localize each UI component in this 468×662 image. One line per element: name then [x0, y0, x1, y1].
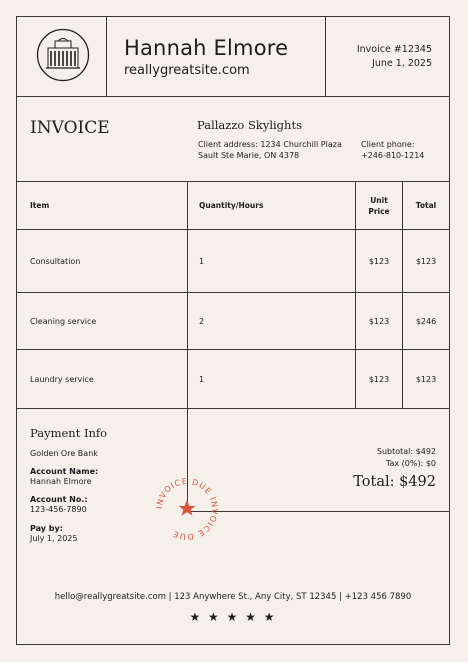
column-header-quantity: Quantity/Hours: [199, 201, 264, 210]
footer-stars: ★ ★ ★ ★ ★: [189, 610, 277, 624]
table-row-item: Consultation: [30, 257, 81, 266]
stamp-text: INVOICE DUE: [170, 495, 220, 542]
column-header-total: Total: [415, 201, 437, 210]
client-phone-label: Client phone:: [361, 140, 415, 149]
table-row-unit-price: $123: [368, 375, 390, 384]
table-row-total: $123: [415, 375, 437, 384]
table-row-quantity: 2: [199, 317, 205, 326]
table-row-unit-price: $123: [368, 317, 390, 326]
grand-total: Total: $492: [353, 474, 436, 490]
pay-by-label: Pay by:: [30, 524, 63, 533]
footer-contact: hello@reallygreatsite.com | 123 Anywhere St., Any City, ST 12345 | +123 456 7890: [54, 592, 412, 602]
stamp-text: INVOICE DUE: [154, 476, 214, 510]
account-no-label: Account No.:: [30, 495, 88, 504]
invoice-date: June 1, 2025: [372, 58, 432, 69]
logo: [36, 28, 90, 82]
column-header-unit-price: Unit Price: [368, 196, 390, 216]
invoice-due-stamp: [152, 474, 222, 544]
client-address-line2: Sault Ste Marie, ON 4378: [198, 151, 300, 160]
table-row-unit-price: $123: [368, 257, 390, 266]
bank-name: Golden Ore Bank: [30, 449, 98, 458]
table-row-quantity: 1: [199, 257, 205, 266]
client-address-line1: Client address: 1234 Churchill Plaza: [198, 140, 342, 149]
payment-info-title: Payment Info: [30, 426, 108, 440]
building-logo-icon: [36, 28, 90, 82]
invoice-page: [16, 16, 450, 645]
client-phone: +246-810-1214: [361, 151, 425, 160]
sender-name: Hannah Elmore: [124, 36, 289, 60]
invoice-number: Invoice #12345: [356, 44, 432, 55]
table-row-item: Laundry service: [30, 375, 94, 384]
table-row-total: $246: [415, 317, 437, 326]
sender-website[interactable]: reallygreatsite.com: [124, 63, 250, 78]
account-name: Hannah Elmore: [30, 477, 92, 486]
account-name-label: Account Name:: [30, 467, 99, 476]
table-row-total: $123: [415, 257, 437, 266]
table-row-quantity: 1: [199, 375, 205, 384]
account-no: 123-456-7890: [30, 505, 87, 514]
invoice-title: INVOICE: [30, 118, 110, 138]
star-icon: [179, 500, 196, 516]
subtotal: Subtotal: $492: [376, 447, 436, 456]
table-row-item: Cleaning service: [30, 317, 97, 326]
tax: Tax (0%): $0: [385, 459, 436, 468]
client-name: Pallazzo Skylights: [197, 118, 302, 132]
column-header-item: Item: [30, 201, 50, 210]
pay-by-date: July 1, 2025: [30, 534, 78, 543]
